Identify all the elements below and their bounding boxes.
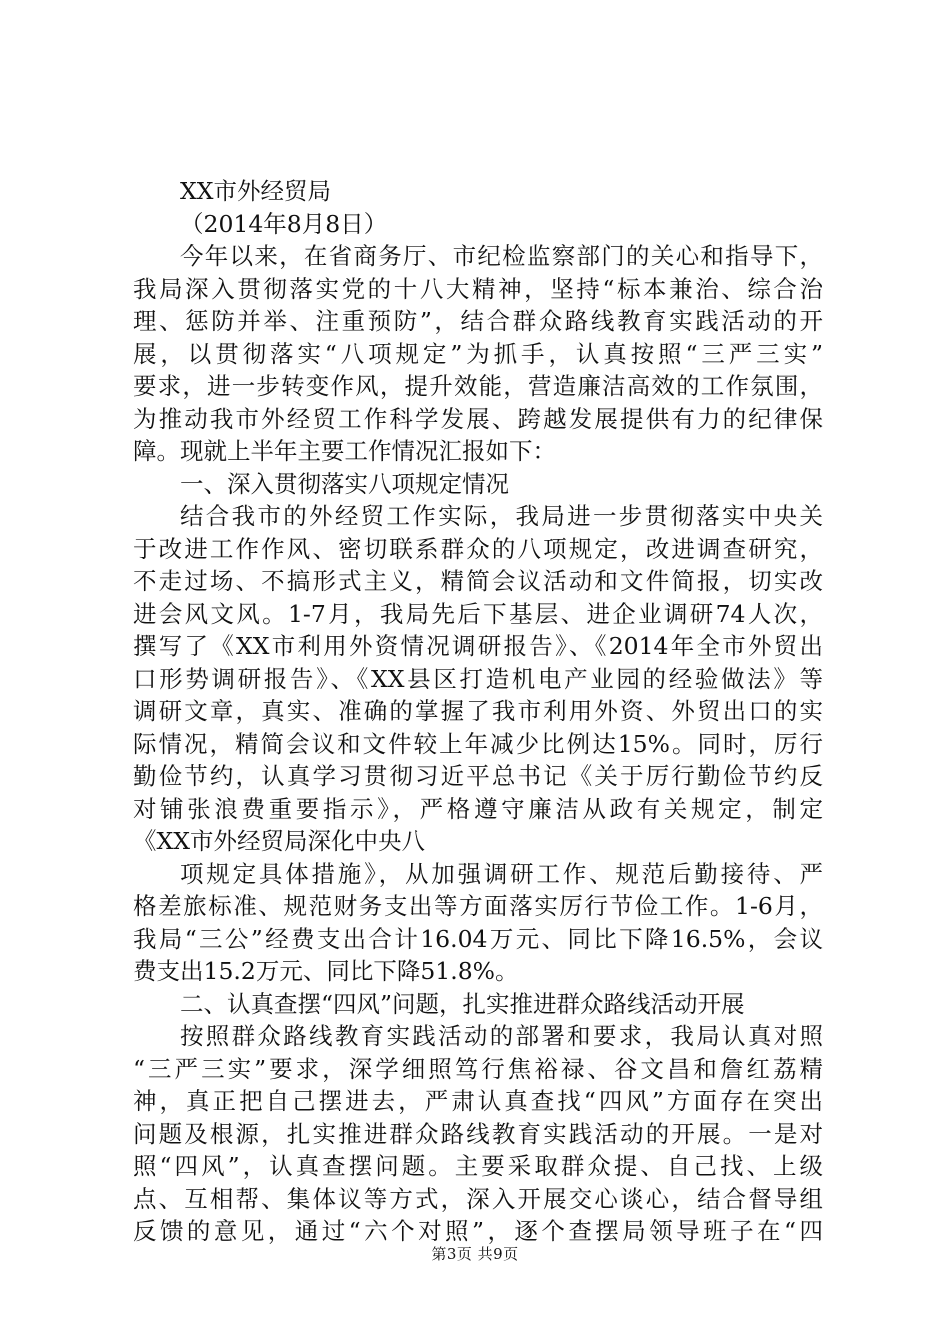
text-line: 二、认真查摆“四风”问题，扎实推进群众路线活动开展 (180, 989, 745, 1018)
text-line: 进会风文风。1-7月，我局先后下基层、进企业调研74人次， (133, 599, 823, 628)
text-line: 理、惩防并举、注重预防”，结合群众路线教育实践活动的开 (133, 307, 823, 335)
text-line: 我局“三公”经费支出合计16.04万元、同比下降16.5%，会议 (133, 924, 823, 953)
text-line: 不走过场、不搞形式主义，精简会议活动和文件简报，切实改 (133, 567, 823, 595)
text-line: 撰写了《XX市利用外资情况调研报告》、《2014年全市外贸出 (133, 632, 823, 660)
text-line: 反馈的意见，通过“六个对照”，逐个查摆局领导班子在“四 (133, 1217, 823, 1245)
text-line: 照“四风”，认真查摆问题。主要采取群众提、自己找、上级 (133, 1152, 823, 1180)
text-line: （2014年8月8日） (180, 209, 388, 238)
text-line: 格差旅标准、规范财务支出等方面落实厉行节俭工作。1-6月， (133, 892, 823, 920)
page-footer: 第3页 共9页 (431, 1245, 519, 1263)
text-line: 我局深入贯彻落实党的十八大精神，坚持“标本兼治、综合治 (133, 274, 823, 303)
text-line: 为推动我市外经贸工作科学发展、跨越发展提供有力的纪律保 (133, 404, 823, 433)
text-line: 费支出15.2万元、同比下降51.8%。 (133, 957, 519, 985)
text-line: 口形势调研报告》、《XX县区打造机电产业园的经验做法》等 (133, 664, 823, 693)
text-line: 结合我市的外经贸工作实际，我局进一步贯彻落实中央关 (180, 502, 823, 530)
text-line: 于改进工作作风、密切联系群众的八项规定，改进调查研究， (133, 534, 823, 563)
text-line: 一、深入贯彻落实八项规定情况 (180, 469, 509, 498)
text-line: 按照群众路线教育实践活动的部署和要求，我局认真对照 (180, 1022, 823, 1050)
text-line: XX市外经贸局 (180, 177, 331, 205)
text-line: 对铺张浪费重要指示》，严格遵守廉洁从政有关规定，制定 (133, 794, 823, 823)
document-body (133, 175, 823, 1248)
text-line: 调研文章，真实、准确的掌握了我市利用外资、外贸出口的实 (133, 697, 823, 725)
text-line: 际情况，精简会议和文件较上年减少比例达15%。同时，厉行 (133, 729, 823, 758)
text-line: 展，以贯彻落实“八项规定”为抓手，认真按照“三严三实” (133, 339, 823, 368)
text-line: 今年以来，在省商务厅、市纪检监察部门的关心和指导下， (180, 242, 823, 270)
text-line: 神，真正把自己摆进去，严肃认真查找“四风”方面存在突出 (133, 1087, 823, 1115)
text-line: 障。现就上半年主要工作情况汇报如下： (133, 437, 556, 465)
text-line: “三严三实”要求，深学细照笃行焦裕禄、谷文昌和詹红荔精 (133, 1054, 823, 1083)
text-line: 问题及根源，扎实推进群众路线教育实践活动的开展。一是对 (133, 1119, 823, 1148)
text-line: 勤俭节约，认真学习贯彻习近平总书记《关于厉行勤俭节约反 (133, 762, 823, 790)
text-line: 点、互相帮、集体议等方式，深入开展交心谈心，结合督导组 (133, 1184, 823, 1213)
text-line: 要求，进一步转变作风，提升效能，营造廉洁高效的工作氛围， (133, 372, 823, 400)
text-line: 《XX市外经贸局深化中央八 (133, 827, 425, 855)
text-line: 项规定具体措施》，从加强调研工作、规范后勤接待、严 (180, 859, 823, 888)
